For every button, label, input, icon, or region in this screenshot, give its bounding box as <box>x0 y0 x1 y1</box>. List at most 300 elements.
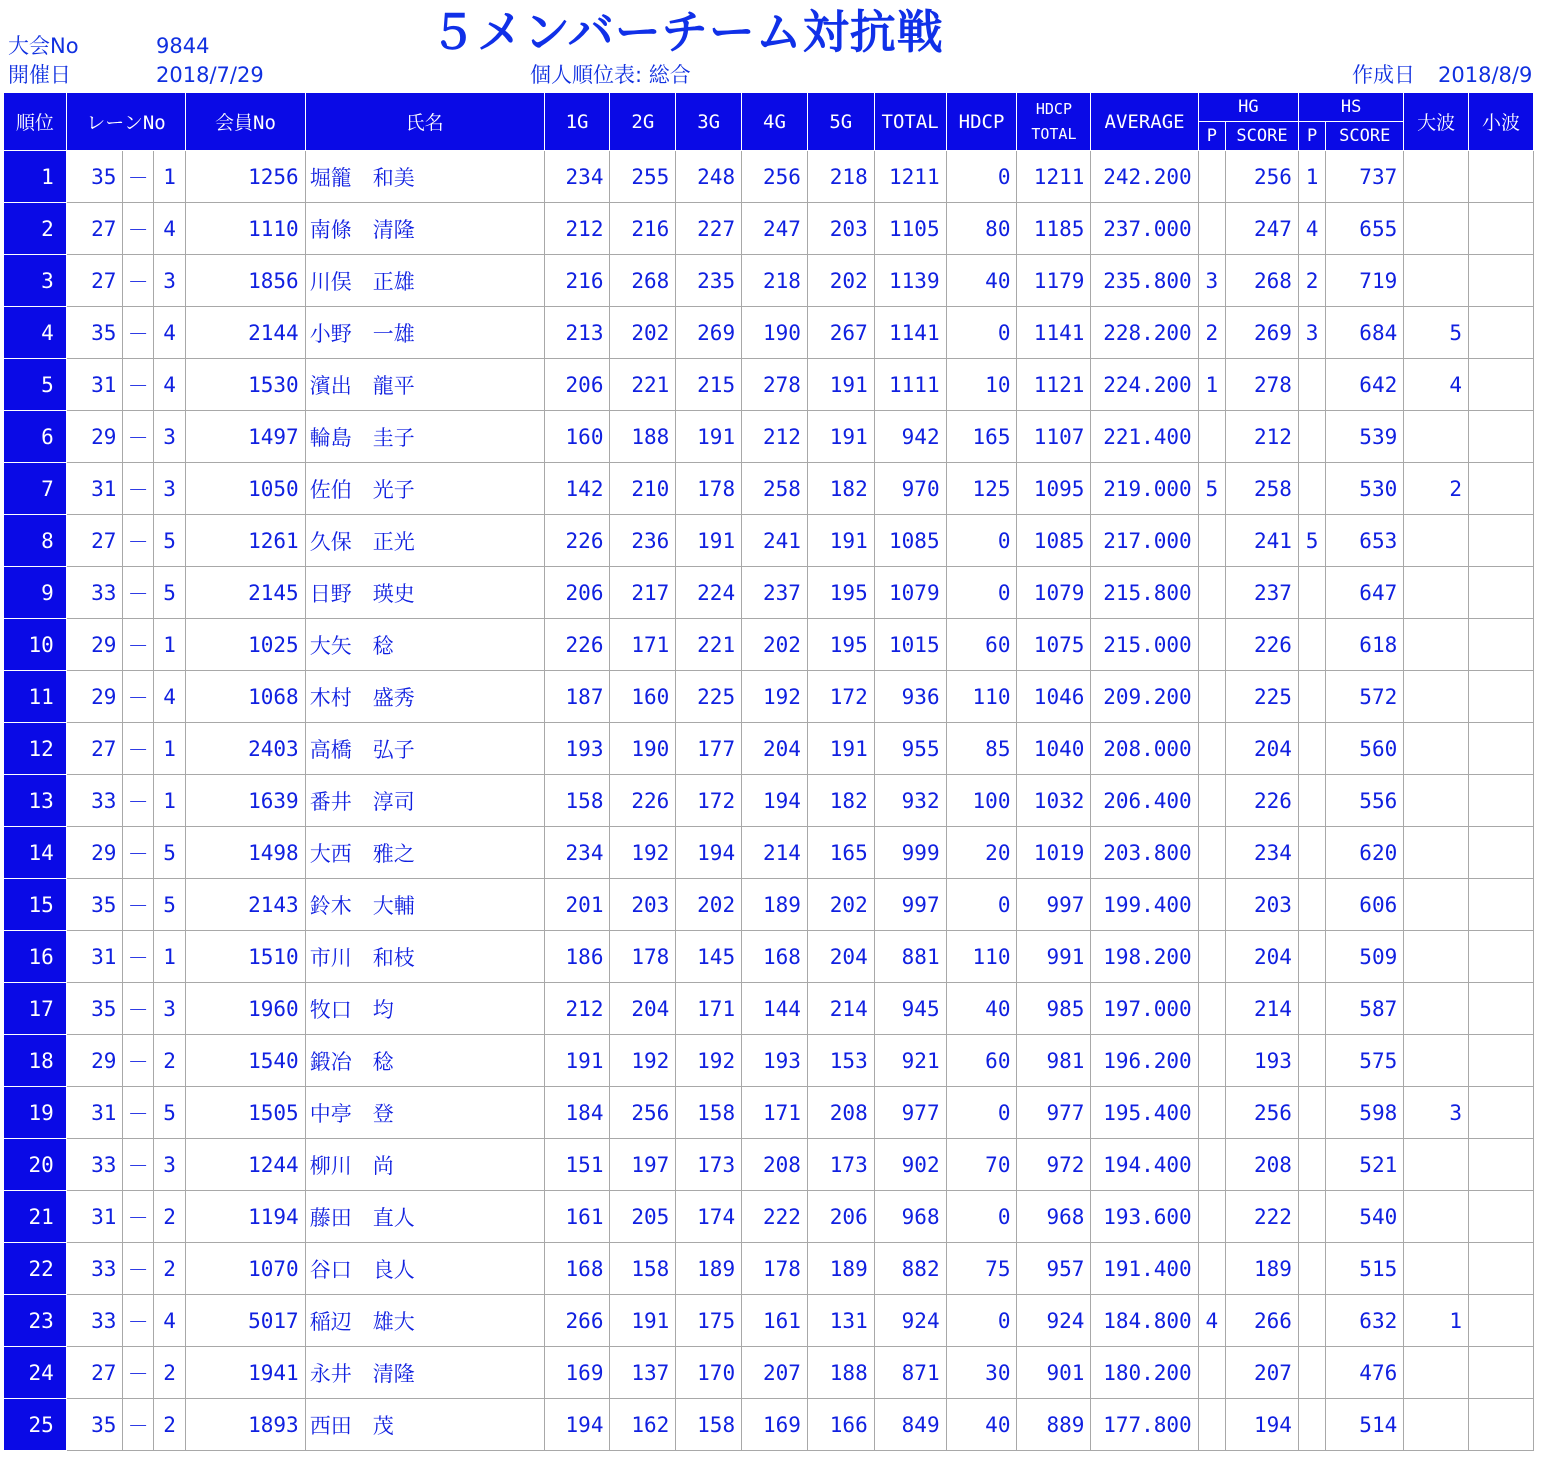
hs-p-cell <box>1298 671 1325 723</box>
name-cell: 稲辺 雄大 <box>305 1295 544 1347</box>
game1-cell: 184 <box>544 1087 610 1139</box>
game1-cell: 234 <box>544 827 610 879</box>
hs-p-cell <box>1298 1191 1325 1243</box>
table-row <box>4 983 1534 1035</box>
lane-cell: 33 <box>66 567 123 619</box>
small-wave-cell <box>1469 515 1534 567</box>
lane-cell: 3 <box>153 983 185 1035</box>
game3-cell: 235 <box>676 255 742 307</box>
big-wave-cell <box>1404 671 1469 723</box>
name-cell: 藤田 直人 <box>305 1191 544 1243</box>
table-row <box>4 723 1534 775</box>
game2-cell: 158 <box>610 1243 676 1295</box>
lane-dash: － <box>123 1087 153 1139</box>
member-no-cell: 1110 <box>186 203 305 255</box>
hdcp-total-cell: 901 <box>1017 1347 1091 1399</box>
average-cell: 194.400 <box>1091 1139 1198 1191</box>
game2-cell: 192 <box>610 827 676 879</box>
rank-cell: 2 <box>4 203 67 255</box>
member-no-cell: 1070 <box>186 1243 305 1295</box>
hg-score-cell: 256 <box>1226 151 1299 203</box>
hs-p-cell <box>1298 1243 1325 1295</box>
hdcp-cell: 110 <box>946 671 1017 723</box>
lane-dash: － <box>123 515 153 567</box>
lane-dash: － <box>123 931 153 983</box>
hdcp-cell: 100 <box>946 775 1017 827</box>
game5-cell: 182 <box>807 775 874 827</box>
hdcp-cell: 30 <box>946 1347 1017 1399</box>
game5-cell: 188 <box>807 1347 874 1399</box>
rank-cell: 22 <box>4 1243 67 1295</box>
hdcp-cell: 165 <box>946 411 1017 463</box>
hg-p-cell <box>1198 411 1225 463</box>
total-cell: 1105 <box>874 203 946 255</box>
small-wave-cell <box>1469 567 1534 619</box>
hg-score-cell: 204 <box>1226 723 1299 775</box>
small-wave-cell <box>1469 463 1534 515</box>
game5-cell: 166 <box>807 1399 874 1451</box>
hs-p-cell: 2 <box>1298 255 1325 307</box>
game3-cell: 175 <box>676 1295 742 1347</box>
hg-score-cell: 237 <box>1226 567 1299 619</box>
lane-cell: 35 <box>66 151 123 203</box>
small-wave-cell <box>1469 1295 1534 1347</box>
lane-dash: － <box>123 1035 153 1087</box>
hg-score-cell: 268 <box>1226 255 1299 307</box>
big-wave-cell <box>1404 1191 1469 1243</box>
game3-cell: 158 <box>676 1087 742 1139</box>
col-small-wave: 小波 <box>1469 93 1534 151</box>
lane-cell: 1 <box>153 151 185 203</box>
lane-cell: 4 <box>153 359 185 411</box>
average-cell: 209.200 <box>1091 671 1198 723</box>
game4-cell: 178 <box>742 1243 808 1295</box>
game2-cell: 197 <box>610 1139 676 1191</box>
hs-score-cell: 618 <box>1326 619 1404 671</box>
game5-cell: 189 <box>807 1243 874 1295</box>
lane-cell: 4 <box>153 1295 185 1347</box>
game4-cell: 171 <box>742 1087 808 1139</box>
hg-p-cell <box>1198 775 1225 827</box>
name-cell: 鈴木 大輔 <box>305 879 544 931</box>
hdcp-total-cell: 977 <box>1017 1087 1091 1139</box>
member-no-cell: 1068 <box>186 671 305 723</box>
game4-cell: 218 <box>742 255 808 307</box>
tournament-no-label: 大会No <box>8 34 79 58</box>
game2-cell: 221 <box>610 359 676 411</box>
game3-cell: 145 <box>676 931 742 983</box>
lane-dash: － <box>123 255 153 307</box>
average-cell: 195.400 <box>1091 1087 1198 1139</box>
game4-cell: 144 <box>742 983 808 1035</box>
table-row <box>4 307 1534 359</box>
lane-cell: 29 <box>66 827 123 879</box>
member-no-cell: 1893 <box>186 1399 305 1451</box>
average-cell: 196.200 <box>1091 1035 1198 1087</box>
lane-cell: 31 <box>66 359 123 411</box>
big-wave-cell <box>1404 255 1469 307</box>
member-no-cell: 1941 <box>186 1347 305 1399</box>
member-no-cell: 1530 <box>186 359 305 411</box>
hs-p-cell <box>1298 931 1325 983</box>
lane-cell: 31 <box>66 463 123 515</box>
big-wave-cell <box>1404 1347 1469 1399</box>
game4-cell: 161 <box>742 1295 808 1347</box>
small-wave-cell <box>1469 671 1534 723</box>
hs-p-cell <box>1298 359 1325 411</box>
hg-score-cell: 247 <box>1226 203 1299 255</box>
game5-cell: 195 <box>807 567 874 619</box>
game2-cell: 188 <box>610 411 676 463</box>
game1-cell: 187 <box>544 671 610 723</box>
hs-score-cell: 540 <box>1326 1191 1404 1243</box>
big-wave-cell <box>1404 879 1469 931</box>
game1-cell: 142 <box>544 463 610 515</box>
hg-p-cell <box>1198 515 1225 567</box>
lane-dash: － <box>123 307 153 359</box>
name-cell: 柳川 尚 <box>305 1139 544 1191</box>
hg-p-cell <box>1198 827 1225 879</box>
hs-score-cell: 476 <box>1326 1347 1404 1399</box>
hg-score-cell: 234 <box>1226 827 1299 879</box>
name-cell: 谷口 良人 <box>305 1243 544 1295</box>
hg-score-cell: 222 <box>1226 1191 1299 1243</box>
total-cell: 1079 <box>874 567 946 619</box>
hs-p-cell <box>1298 619 1325 671</box>
average-cell: 224.200 <box>1091 359 1198 411</box>
hg-p-cell: 1 <box>1198 359 1225 411</box>
hs-p-cell: 5 <box>1298 515 1325 567</box>
hdcp-total-cell: 985 <box>1017 983 1091 1035</box>
hs-score-cell: 684 <box>1326 307 1404 359</box>
hdcp-total-cell: 1075 <box>1017 619 1091 671</box>
hs-score-cell: 539 <box>1326 411 1404 463</box>
hdcp-total-cell: 1179 <box>1017 255 1091 307</box>
game1-cell: 266 <box>544 1295 610 1347</box>
hdcp-total-cell: 1040 <box>1017 723 1091 775</box>
member-no-cell: 1540 <box>186 1035 305 1087</box>
name-cell: 牧口 均 <box>305 983 544 1035</box>
lane-dash: － <box>123 411 153 463</box>
hs-score-cell: 620 <box>1326 827 1404 879</box>
big-wave-cell <box>1404 203 1469 255</box>
hg-p-cell <box>1198 151 1225 203</box>
rank-cell: 18 <box>4 1035 67 1087</box>
hg-p-cell <box>1198 1347 1225 1399</box>
average-cell: 208.000 <box>1091 723 1198 775</box>
small-wave-cell <box>1469 827 1534 879</box>
game2-cell: 210 <box>610 463 676 515</box>
hdcp-cell: 0 <box>946 1087 1017 1139</box>
game2-cell: 226 <box>610 775 676 827</box>
total-cell: 871 <box>874 1347 946 1399</box>
average-cell: 191.400 <box>1091 1243 1198 1295</box>
hg-score-cell: 226 <box>1226 775 1299 827</box>
hs-p-cell: 3 <box>1298 307 1325 359</box>
rank-cell: 4 <box>4 307 67 359</box>
col-hdcp-total <box>1017 93 1091 151</box>
game5-cell: 203 <box>807 203 874 255</box>
small-wave-cell <box>1469 1191 1534 1243</box>
lane-cell: 29 <box>66 411 123 463</box>
member-no-cell: 1497 <box>186 411 305 463</box>
hs-score-cell: 509 <box>1326 931 1404 983</box>
game4-cell: 222 <box>742 1191 808 1243</box>
rank-cell: 14 <box>4 827 67 879</box>
game3-cell: 191 <box>676 411 742 463</box>
hdcp-total-cell: 981 <box>1017 1035 1091 1087</box>
hg-score-cell: 269 <box>1226 307 1299 359</box>
hdcp-cell: 85 <box>946 723 1017 775</box>
average-cell: 219.000 <box>1091 463 1198 515</box>
col-hdcp-total-line1: HDCP <box>1035 100 1072 118</box>
rank-cell: 11 <box>4 671 67 723</box>
big-wave-cell: 4 <box>1404 359 1469 411</box>
table-row <box>4 1191 1534 1243</box>
lane-cell: 35 <box>66 879 123 931</box>
col-average: AVERAGE <box>1091 93 1198 151</box>
col-4g: 4G <box>742 93 808 151</box>
name-cell: 佐伯 光子 <box>305 463 544 515</box>
hg-p-cell <box>1198 619 1225 671</box>
col-hdcp: HDCP <box>946 93 1017 151</box>
name-cell: 木村 盛秀 <box>305 671 544 723</box>
lane-cell: 29 <box>66 671 123 723</box>
game3-cell: 202 <box>676 879 742 931</box>
game5-cell: 202 <box>807 879 874 931</box>
small-wave-cell <box>1469 151 1534 203</box>
table-row <box>4 671 1534 723</box>
ranking-rows <box>4 151 1534 1451</box>
game1-cell: 213 <box>544 307 610 359</box>
big-wave-cell <box>1404 411 1469 463</box>
game4-cell: 237 <box>742 567 808 619</box>
lane-dash: － <box>123 1295 153 1347</box>
game5-cell: 218 <box>807 151 874 203</box>
hg-p-cell <box>1198 879 1225 931</box>
hs-p-cell <box>1298 1087 1325 1139</box>
rank-cell: 16 <box>4 931 67 983</box>
small-wave-cell <box>1469 879 1534 931</box>
game3-cell: 227 <box>676 203 742 255</box>
game1-cell: 212 <box>544 983 610 1035</box>
average-cell: 199.400 <box>1091 879 1198 931</box>
member-no-cell: 1194 <box>186 1191 305 1243</box>
hg-score-cell: 226 <box>1226 619 1299 671</box>
game3-cell: 269 <box>676 307 742 359</box>
lane-cell: 4 <box>153 307 185 359</box>
col-lane: レーンNo <box>66 93 185 151</box>
game4-cell: 189 <box>742 879 808 931</box>
game3-cell: 248 <box>676 151 742 203</box>
total-cell: 997 <box>874 879 946 931</box>
hg-p-cell: 3 <box>1198 255 1225 307</box>
game5-cell: 131 <box>807 1295 874 1347</box>
hdcp-cell: 20 <box>946 827 1017 879</box>
hdcp-cell: 60 <box>946 619 1017 671</box>
lane-cell: 1 <box>153 723 185 775</box>
hs-score-cell: 556 <box>1326 775 1404 827</box>
average-cell: 184.800 <box>1091 1295 1198 1347</box>
hg-score-cell: 212 <box>1226 411 1299 463</box>
lane-dash: － <box>123 827 153 879</box>
small-wave-cell <box>1469 1087 1534 1139</box>
rank-cell: 9 <box>4 567 67 619</box>
game5-cell: 191 <box>807 723 874 775</box>
hs-p-cell <box>1298 1035 1325 1087</box>
total-cell: 881 <box>874 931 946 983</box>
game4-cell: 256 <box>742 151 808 203</box>
game2-cell: 192 <box>610 1035 676 1087</box>
lane-dash: － <box>123 983 153 1035</box>
lane-cell: 31 <box>66 931 123 983</box>
average-cell: 215.000 <box>1091 619 1198 671</box>
game1-cell: 206 <box>544 359 610 411</box>
col-big-wave: 大波 <box>1404 93 1469 151</box>
lane-cell: 4 <box>153 203 185 255</box>
total-cell: 999 <box>874 827 946 879</box>
lane-cell: 27 <box>66 723 123 775</box>
rank-cell: 1 <box>4 151 67 203</box>
hdcp-total-cell: 991 <box>1017 931 1091 983</box>
game3-cell: 215 <box>676 359 742 411</box>
hdcp-total-cell: 1107 <box>1017 411 1091 463</box>
game3-cell: 225 <box>676 671 742 723</box>
hdcp-cell: 0 <box>946 879 1017 931</box>
name-cell: 堀籠 和美 <box>305 151 544 203</box>
small-wave-cell <box>1469 411 1534 463</box>
game2-cell: 160 <box>610 671 676 723</box>
hdcp-cell: 40 <box>946 983 1017 1035</box>
hs-p-cell <box>1298 411 1325 463</box>
big-wave-cell <box>1404 983 1469 1035</box>
game5-cell: 202 <box>807 255 874 307</box>
hg-score-cell: 193 <box>1226 1035 1299 1087</box>
lane-dash: － <box>123 723 153 775</box>
hs-p-cell: 1 <box>1298 151 1325 203</box>
game5-cell: 191 <box>807 359 874 411</box>
member-no-cell: 1856 <box>186 255 305 307</box>
big-wave-cell <box>1404 1243 1469 1295</box>
rank-cell: 3 <box>4 255 67 307</box>
member-no-cell: 1244 <box>186 1139 305 1191</box>
total-cell: 1139 <box>874 255 946 307</box>
lane-dash: － <box>123 1347 153 1399</box>
hs-score-cell: 598 <box>1326 1087 1404 1139</box>
hg-p-cell <box>1198 1399 1225 1451</box>
lane-cell: 35 <box>66 1399 123 1451</box>
name-cell: 南條 清隆 <box>305 203 544 255</box>
game3-cell: 174 <box>676 1191 742 1243</box>
rank-cell: 17 <box>4 983 67 1035</box>
hg-p-cell <box>1198 1191 1225 1243</box>
hs-score-cell: 653 <box>1326 515 1404 567</box>
game5-cell: 204 <box>807 931 874 983</box>
member-no-cell: 2403 <box>186 723 305 775</box>
total-cell: 1211 <box>874 151 946 203</box>
lane-cell: 2 <box>153 1399 185 1451</box>
game1-cell: 226 <box>544 619 610 671</box>
name-cell: 市川 和枝 <box>305 931 544 983</box>
table-row <box>4 1243 1534 1295</box>
big-wave-cell <box>1404 1139 1469 1191</box>
hdcp-cell: 40 <box>946 255 1017 307</box>
lane-cell: 3 <box>153 411 185 463</box>
game2-cell: 256 <box>610 1087 676 1139</box>
hs-score-cell: 575 <box>1326 1035 1404 1087</box>
hdcp-total-cell: 1211 <box>1017 151 1091 203</box>
hg-score-cell: 225 <box>1226 671 1299 723</box>
lane-cell: 29 <box>66 1035 123 1087</box>
lane-cell: 27 <box>66 1347 123 1399</box>
hs-p-cell <box>1298 1347 1325 1399</box>
game3-cell: 170 <box>676 1347 742 1399</box>
col-hg-score: SCORE <box>1226 122 1299 151</box>
name-cell: 輪島 圭子 <box>305 411 544 463</box>
big-wave-cell: 5 <box>1404 307 1469 359</box>
lane-cell: 5 <box>153 515 185 567</box>
game3-cell: 178 <box>676 463 742 515</box>
lane-cell: 29 <box>66 619 123 671</box>
table-row <box>4 463 1534 515</box>
hg-score-cell: 207 <box>1226 1347 1299 1399</box>
average-cell: 228.200 <box>1091 307 1198 359</box>
member-no-cell: 2143 <box>186 879 305 931</box>
lane-cell: 1 <box>153 775 185 827</box>
game5-cell: 165 <box>807 827 874 879</box>
col-hg: HG <box>1198 93 1298 122</box>
hs-p-cell <box>1298 879 1325 931</box>
name-cell: 小野 一雄 <box>305 307 544 359</box>
hg-p-cell: 5 <box>1198 463 1225 515</box>
hs-p-cell <box>1298 463 1325 515</box>
hs-p-cell <box>1298 723 1325 775</box>
total-cell: 1015 <box>874 619 946 671</box>
small-wave-cell <box>1469 359 1534 411</box>
rank-cell: 12 <box>4 723 67 775</box>
game3-cell: 177 <box>676 723 742 775</box>
game1-cell: 201 <box>544 879 610 931</box>
hdcp-cell: 75 <box>946 1243 1017 1295</box>
game1-cell: 206 <box>544 567 610 619</box>
table-row <box>4 203 1534 255</box>
lane-cell: 3 <box>153 1139 185 1191</box>
table-row <box>4 1347 1534 1399</box>
lane-cell: 5 <box>153 879 185 931</box>
game5-cell: 208 <box>807 1087 874 1139</box>
game1-cell: 186 <box>544 931 610 983</box>
hdcp-cell: 0 <box>946 515 1017 567</box>
created-date: 2018/8/9 <box>1438 63 1533 87</box>
game1-cell: 212 <box>544 203 610 255</box>
small-wave-cell <box>1469 203 1534 255</box>
lane-cell: 4 <box>153 671 185 723</box>
name-cell: 鍛冶 稔 <box>305 1035 544 1087</box>
hdcp-total-cell: 1079 <box>1017 567 1091 619</box>
name-cell: 中亭 登 <box>305 1087 544 1139</box>
table-row <box>4 1139 1534 1191</box>
hg-score-cell: 194 <box>1226 1399 1299 1451</box>
col-member-no: 会員No <box>186 93 305 151</box>
hs-score-cell: 606 <box>1326 879 1404 931</box>
total-cell: 882 <box>874 1243 946 1295</box>
small-wave-cell <box>1469 931 1534 983</box>
total-cell: 977 <box>874 1087 946 1139</box>
table-row <box>4 931 1534 983</box>
lane-cell: 31 <box>66 1191 123 1243</box>
hdcp-total-cell: 1095 <box>1017 463 1091 515</box>
game3-cell: 172 <box>676 775 742 827</box>
